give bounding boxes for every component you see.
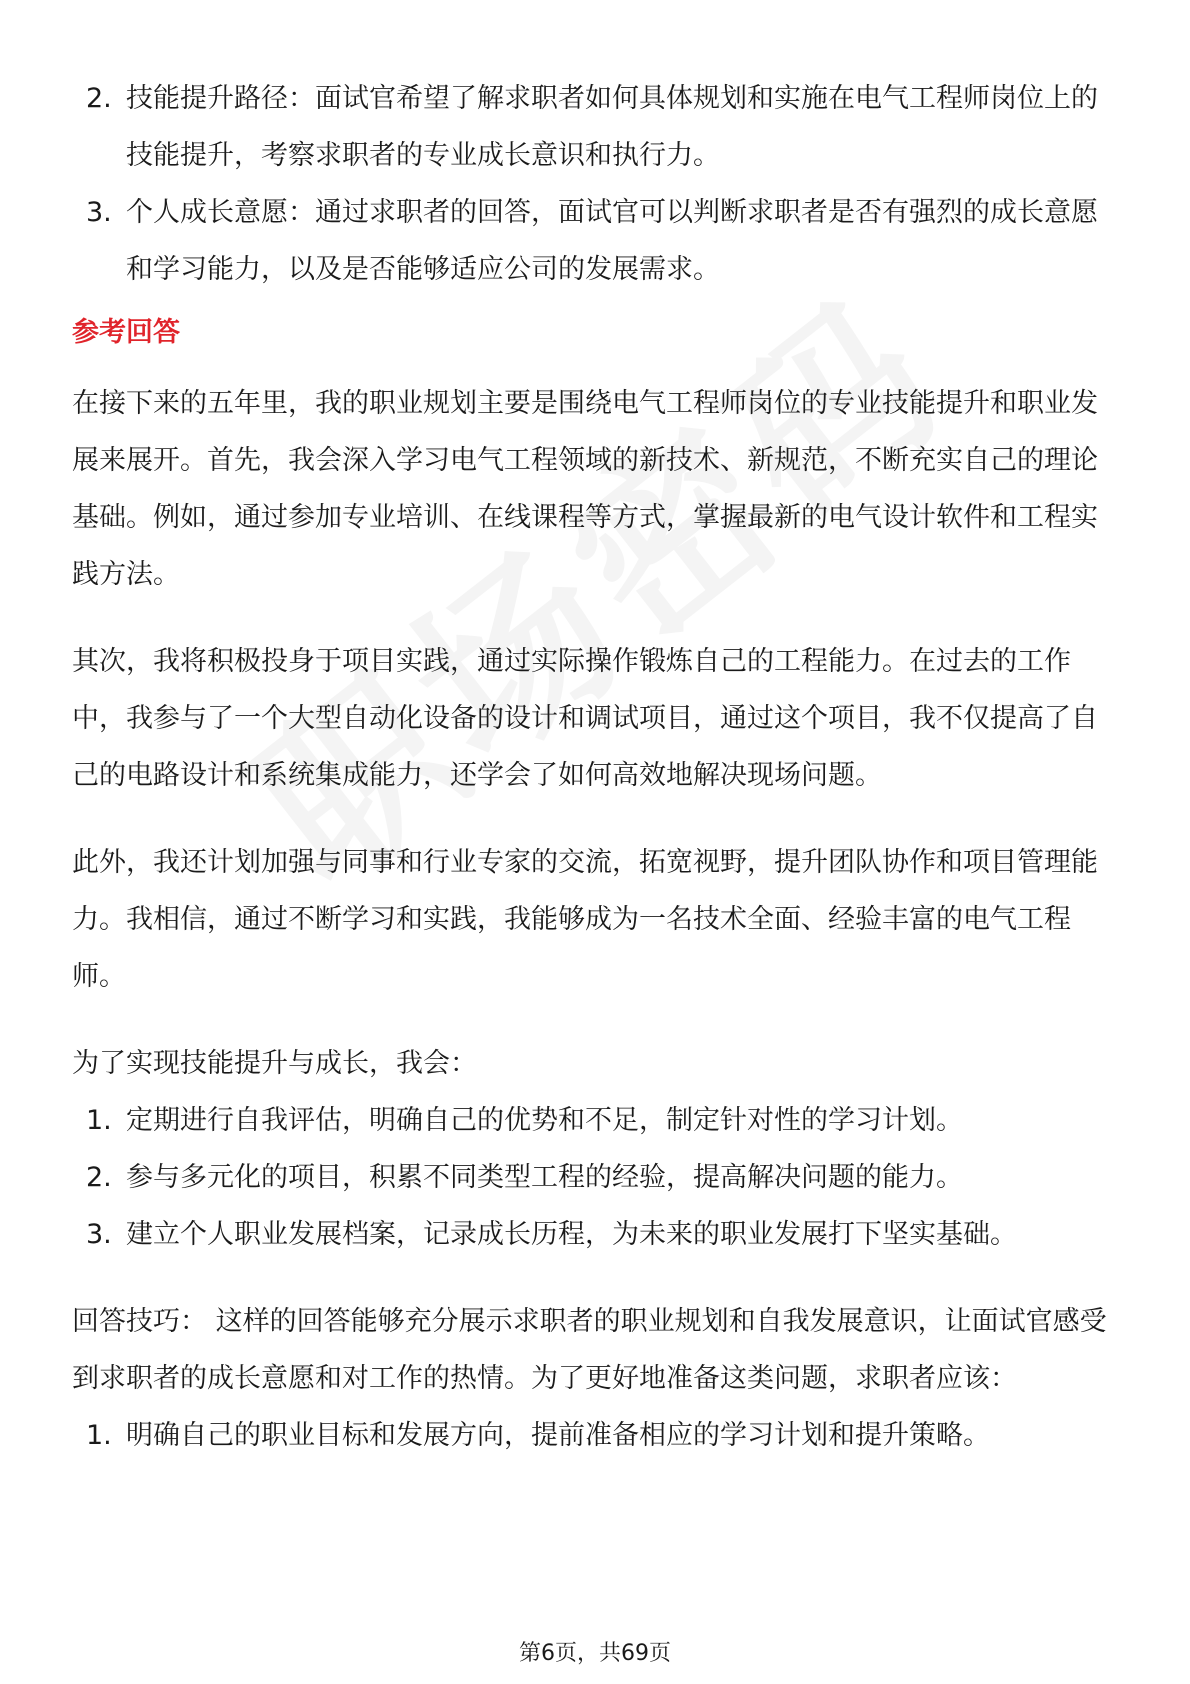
list-number: 2. [86, 1162, 112, 1193]
list-item-text: 参与多元化的项目，积累不同类型工程的经验，提高解决问题的能力。 [126, 1162, 963, 1193]
list-item [72, 184, 1122, 298]
page-footer: 第6页，共69页 [519, 1641, 671, 1666]
list-number: 3. [86, 1219, 112, 1250]
tips-paragraph: 回答技巧： 这样的回答能够充分展示求职者的职业规划和自我发展意识，让面试官感受到求职者的成长意愿和对工作的热情。为了更好地准备这类问题，求职者应该： [72, 1306, 1107, 1394]
list-item [72, 1092, 1122, 1149]
list-item [72, 1407, 1122, 1464]
list-number: 1. [86, 1420, 112, 1451]
page-content [72, 70, 1122, 1464]
list-item-text: 定期进行自我评估，明确自己的优势和不足，制定针对性的学习计划。 [126, 1105, 963, 1136]
list-item [72, 1206, 1122, 1263]
answer-paragraph: 为了实现技能提升与成长，我会： [72, 1048, 477, 1079]
plan-list [72, 1092, 1122, 1263]
list-number: 1. [86, 1105, 112, 1136]
list-item [72, 70, 1122, 184]
answer-paragraph: 在接下来的五年里，我的职业规划主要是围绕电气工程师岗位的专业技能提升和职业发展来展开。首先，我会深入学习电气工程领域的新技术、新规范，不断充实自己的理论基础。例如，通过参加专业培训、在线课程等方式，掌握最新的电气设计软件和工程实践方法。 [72, 388, 1098, 590]
answer-paragraph: 此外，我还计划加强与同事和行业专家的交流，拓宽视野，提升团队协作和项目管理能力。我相信，通过不断学习和实践，我能够成为一名技术全面、经验丰富的电气工程师。 [72, 847, 1098, 992]
tips-list [72, 1407, 1122, 1464]
list-item [72, 1149, 1122, 1206]
answer-paragraph: 其次，我将积极投身于项目实践，通过实际操作锻炼自己的工程能力。在过去的工作中，我参与了一个大型自动化设备的设计和调试项目，通过这个项目，我不仅提高了自己的电路设计和系统集成能力，还学会了如何高效地解决现场问题。 [72, 646, 1098, 791]
list-item-text: 个人成长意愿：通过求职者的回答，面试官可以判断求职者是否有强烈的成长意愿和学习能力，以及是否能够适应公司的发展需求。 [126, 197, 1098, 285]
list-item-text: 建立个人职业发展档案，记录成长历程，为未来的职业发展打下坚实基础。 [126, 1219, 1017, 1250]
intro-list [72, 70, 1122, 298]
list-number: 2. [86, 83, 112, 114]
list-item-text: 技能提升路径：面试官希望了解求职者如何具体规划和实施在电气工程师岗位上的技能提升，考察求职者的专业成长意识和执行力。 [126, 83, 1098, 171]
list-item-text: 明确自己的职业目标和发展方向，提前准备相应的学习计划和提升策略。 [126, 1420, 990, 1451]
section-heading: 参考回答 [72, 317, 180, 348]
list-number: 3. [86, 197, 112, 228]
